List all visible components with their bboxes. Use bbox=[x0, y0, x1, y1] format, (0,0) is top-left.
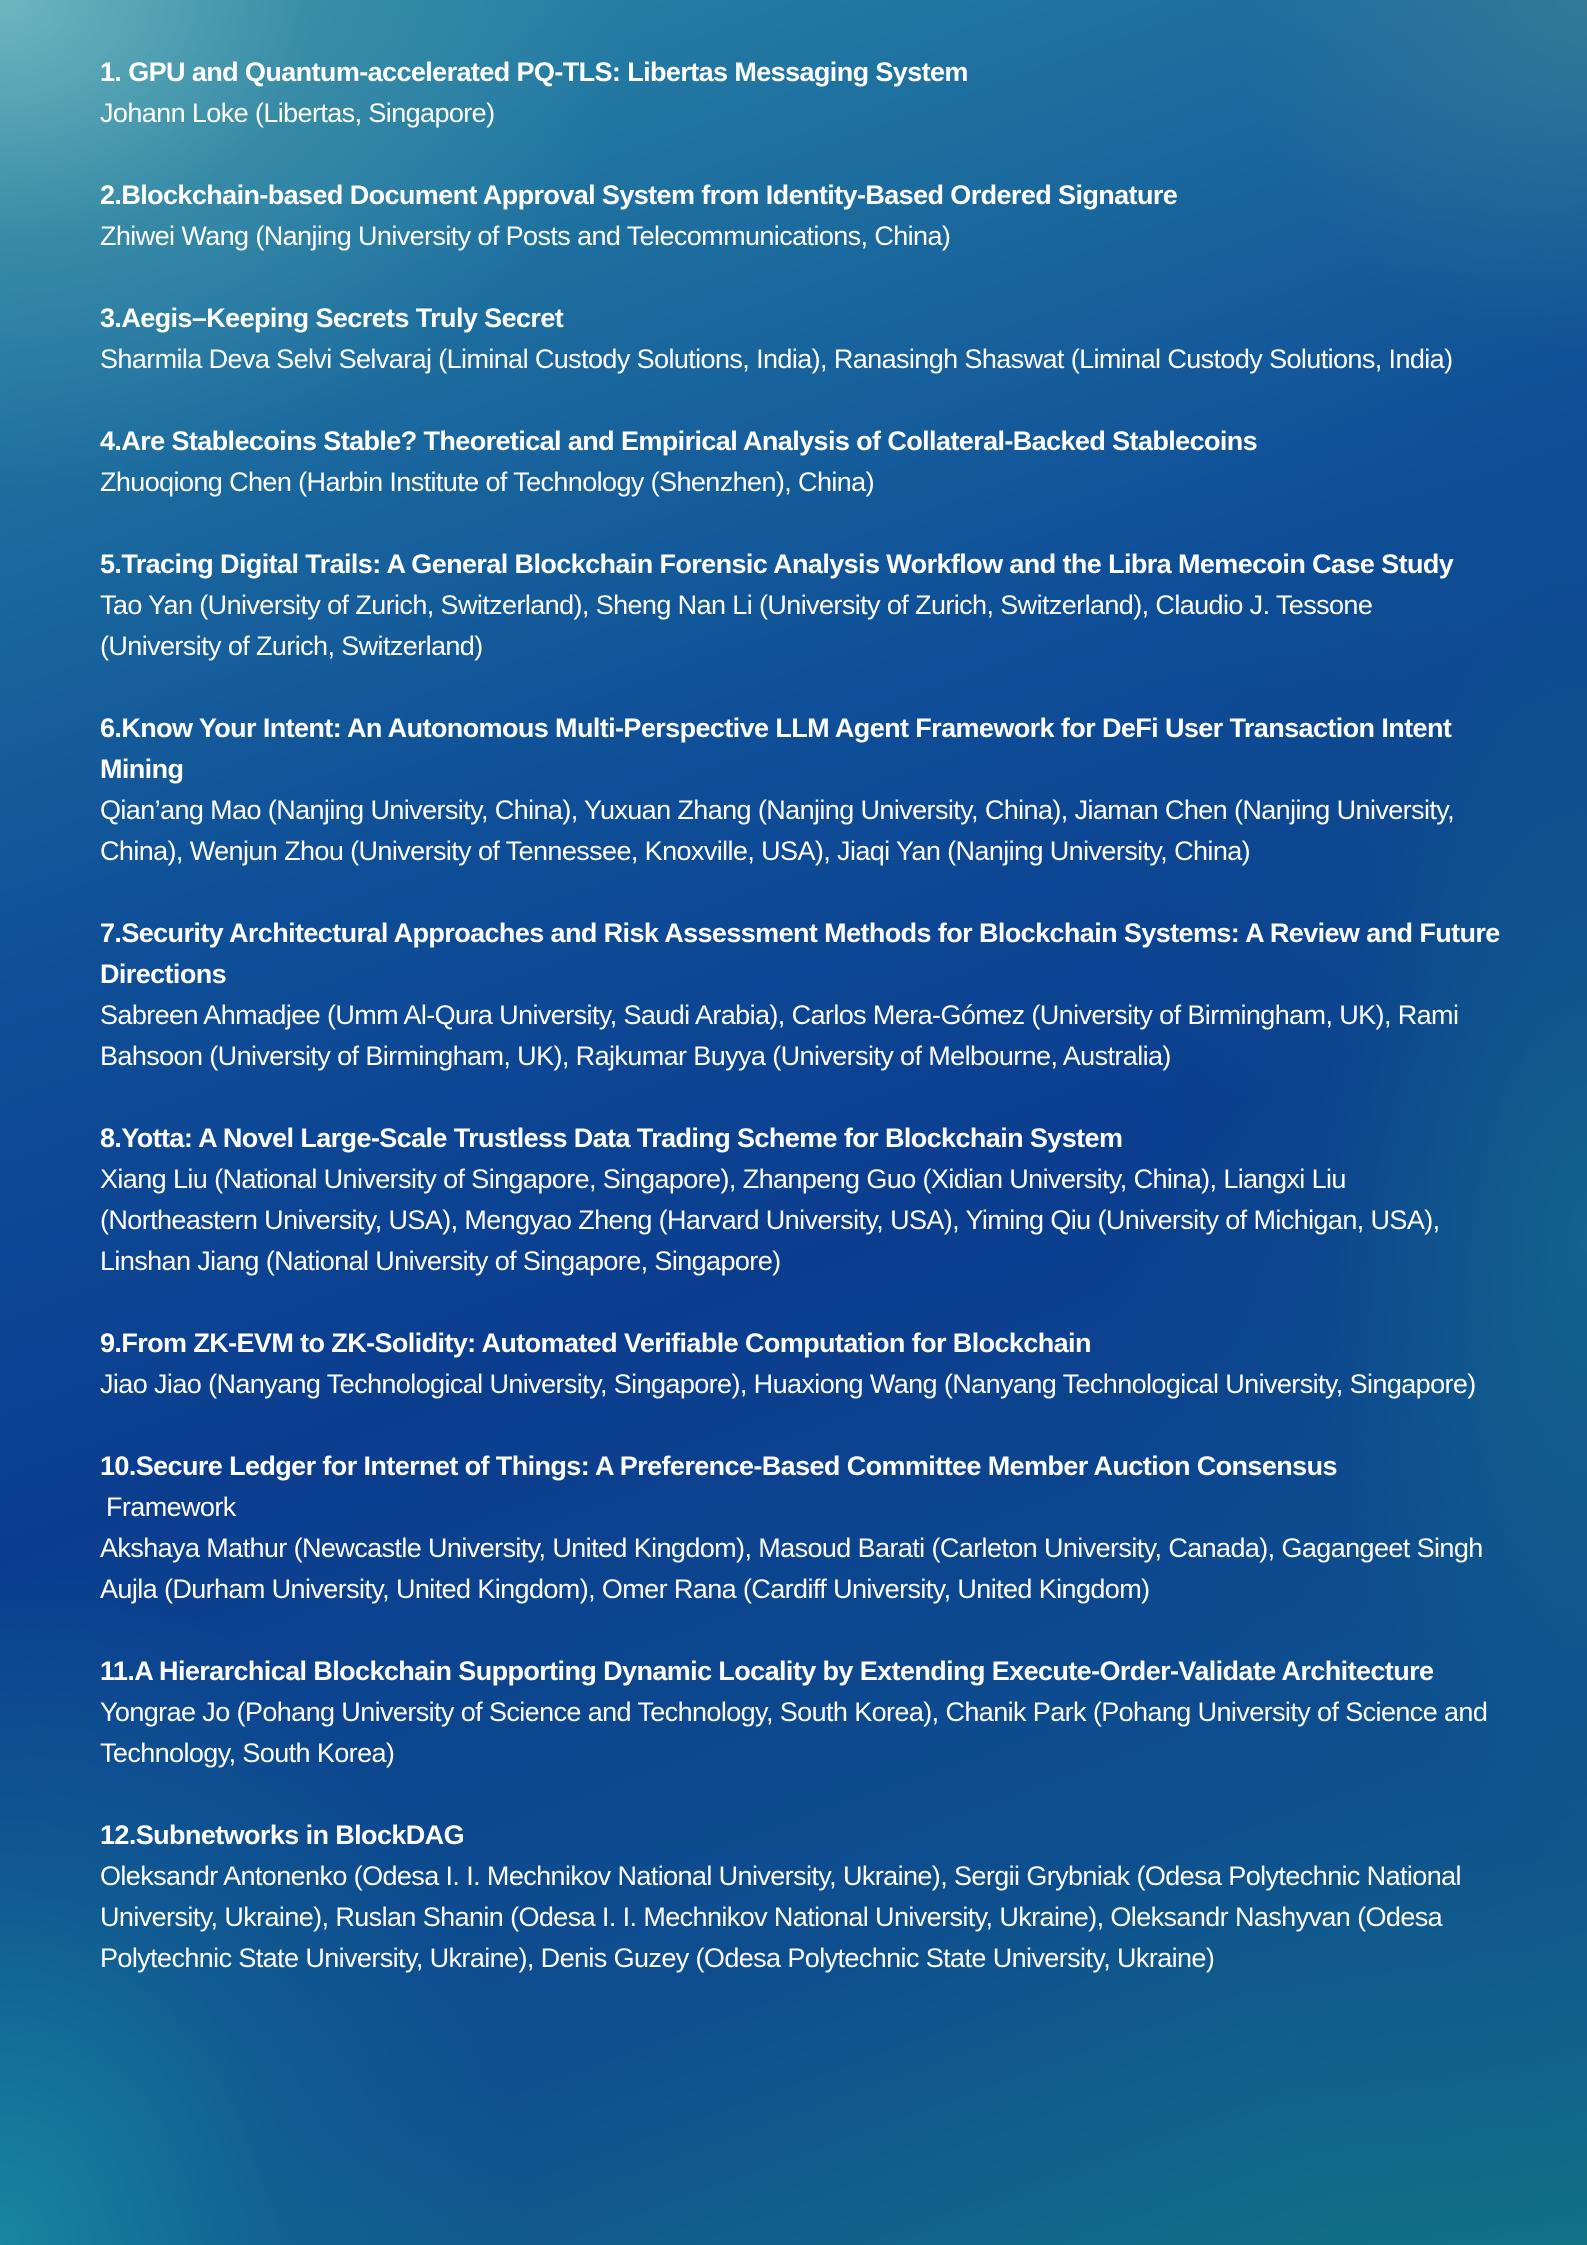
paper-authors: Jiao Jiao (Nanyang Technological University, Singapore), Huaxiong Wang (Nanyang Technological University, Singapore) bbox=[100, 1369, 1476, 1399]
paper-authors: Akshaya Mathur (Newcastle University, United Kingdom), Masoud Barati (Carleton University, Canada), Gagangeet Singh Aujla (Durham University, United Kingdom), Omer Rana (Cardiff University, United Kingdom) bbox=[100, 1533, 1483, 1604]
paper-entry-12 bbox=[100, 1815, 1500, 1979]
paper-title: 1. GPU and Quantum-accelerated PQ-TLS: Libertas Messaging System bbox=[100, 57, 968, 87]
paper-title: 4.Are Stablecoins Stable? Theoretical and Empirical Analysis of Collateral-Backed Stablecoins bbox=[100, 426, 1258, 456]
paper-authors: Xiang Liu (National University of Singapore, Singapore), Zhanpeng Guo (Xidian University, China), Liangxi Liu (Northeastern University, USA), Mengyao Zheng (Harvard University, USA), Yiming Qiu (University of Michigan, USA), Linshan Jiang (National University of Singapore, Singapore) bbox=[100, 1164, 1440, 1276]
paper-entry-4 bbox=[100, 421, 1500, 503]
paper-authors: Tao Yan (University of Zurich, Switzerland), Sheng Nan Li (University of Zurich, Switzerland), Claudio J. Tessone (University of Zurich, Switzerland) bbox=[100, 590, 1373, 661]
paper-title: 7.Security Architectural Approaches and Risk Assessment Methods for Blockchain Systems: A Review and Future Directions bbox=[100, 918, 1500, 989]
paper-title: 8.Yotta: A Novel Large-Scale Trustless Data Trading Scheme for Blockchain System bbox=[100, 1123, 1123, 1153]
paper-title: 12.Subnetworks in BlockDAG bbox=[100, 1820, 464, 1850]
paper-title: 9.From ZK-EVM to ZK-Solidity: Automated Verifiable Computation for Blockchain bbox=[100, 1328, 1091, 1358]
paper-authors: Zhuoqiong Chen (Harbin Institute of Technology (Shenzhen), China) bbox=[100, 467, 874, 497]
paper-entry-2 bbox=[100, 175, 1500, 257]
paper-authors: Johann Loke (Libertas, Singapore) bbox=[100, 98, 495, 128]
paper-title: 6.Know Your Intent: An Autonomous Multi-Perspective LLM Agent Framework for DeFi User Transaction Intent Mining bbox=[100, 713, 1452, 784]
paper-authors: Zhiwei Wang (Nanjing University of Posts and Telecommunications, China) bbox=[100, 221, 951, 251]
paper-title: 10.Secure Ledger for Internet of Things: A Preference-Based Committee Member Auction Consensus bbox=[100, 1451, 1337, 1481]
paper-entry-8 bbox=[100, 1118, 1500, 1282]
paper-authors: Sharmila Deva Selvi Selvaraj (Liminal Custody Solutions, India), Ranasingh Shaswat (Liminal Custody Solutions, India) bbox=[100, 344, 1453, 374]
paper-entry-3 bbox=[100, 298, 1500, 380]
paper-entry-7 bbox=[100, 913, 1500, 1077]
paper-entry-5 bbox=[100, 544, 1500, 667]
paper-title: 3.Aegis–Keeping Secrets Truly Secret bbox=[100, 303, 564, 333]
paper-list bbox=[100, 52, 1500, 2020]
paper-authors: Sabreen Ahmadjee (Umm Al-Qura University, Saudi Arabia), Carlos Mera-Gómez (University of Birmingham, UK), Rami Bahsoon (University of Birmingham, UK), Rajkumar Buyya (University of Melbourne, Australia) bbox=[100, 1000, 1459, 1071]
paper-title-continuation: Framework bbox=[106, 1492, 236, 1522]
paper-authors: Qian’ang Mao (Nanjing University, China), Yuxuan Zhang (Nanjing University, China), Jiaman Chen (Nanjing University, China), Wenjun Zhou (University of Tennessee, Knoxville, USA), Jiaqi Yan (Nanjing University, China) bbox=[100, 795, 1455, 866]
paper-entry-1 bbox=[100, 52, 1500, 134]
paper-entry-10 bbox=[100, 1446, 1500, 1610]
paper-title: 5.Tracing Digital Trails: A General Blockchain Forensic Analysis Workflow and the Libra Memecoin Case Study bbox=[100, 549, 1454, 579]
paper-entry-6 bbox=[100, 708, 1500, 872]
paper-entry-9 bbox=[100, 1323, 1500, 1405]
paper-entry-11 bbox=[100, 1651, 1500, 1774]
paper-title: 11.A Hierarchical Blockchain Supporting Dynamic Locality by Extending Execute-Order-Validate Architecture bbox=[100, 1656, 1434, 1686]
paper-title: 2.Blockchain-based Document Approval System from Identity-Based Ordered Signature bbox=[100, 180, 1178, 210]
paper-authors: Oleksandr Antonenko (Odesa I. I. Mechnikov National University, Ukraine), Sergii Grybniak (Odesa Polytechnic National University, Ukraine), Ruslan Shanin (Odesa I. I. Mechnikov National University, Ukraine), Oleksandr Nashyvan (Odesa Polytechnic State University, Ukraine), Denis Guzey (Odesa Polytechnic State University, Ukraine) bbox=[100, 1861, 1461, 1973]
paper-authors: Yongrae Jo (Pohang University of Science and Technology, South Korea), Chanik Park (Pohang University of Science and Technology, South Korea) bbox=[100, 1697, 1488, 1768]
